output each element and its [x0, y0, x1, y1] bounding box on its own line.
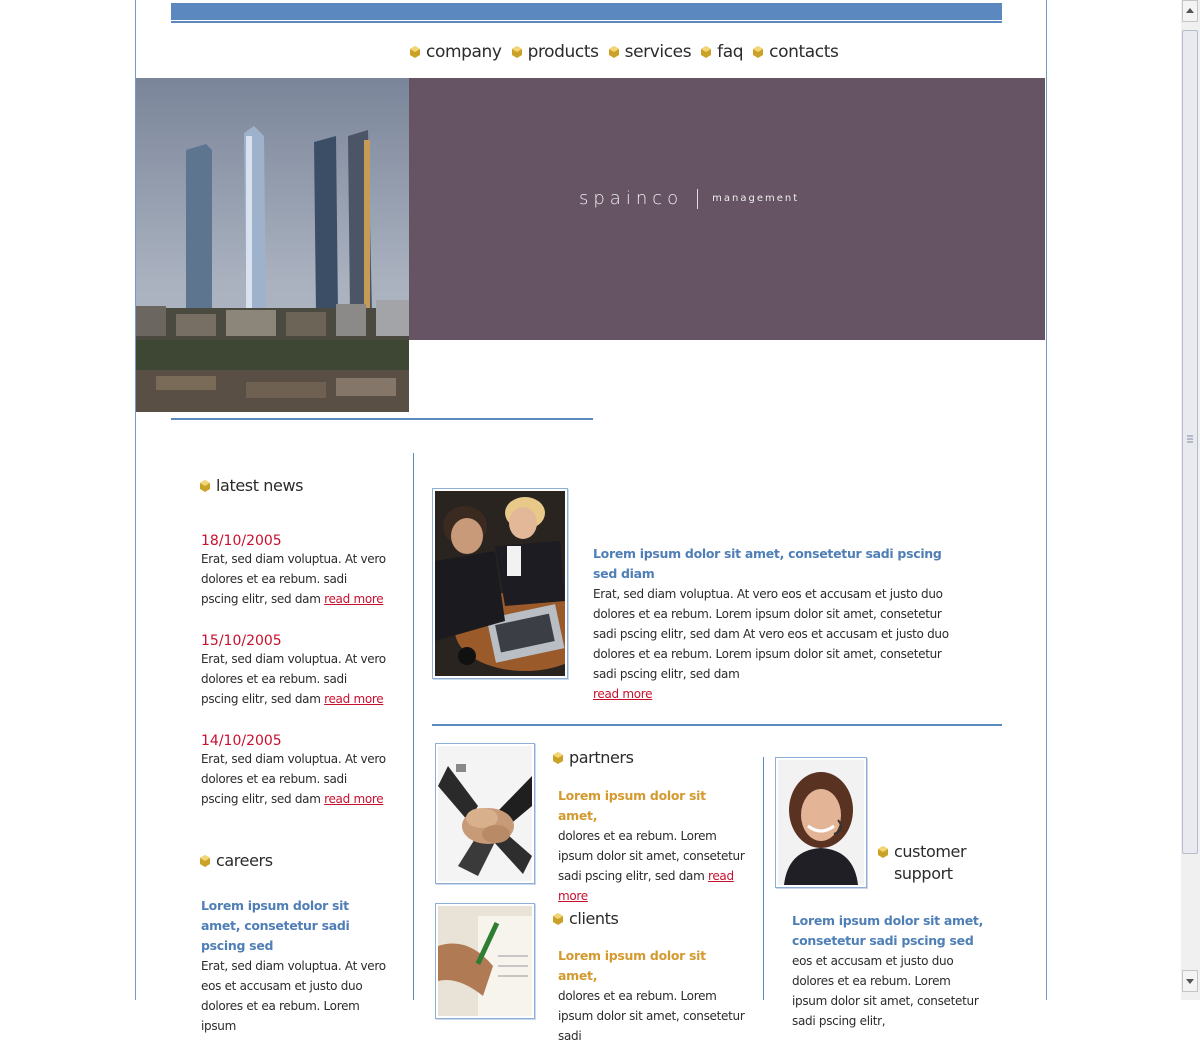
heading-label: support — [894, 864, 953, 883]
brand-tagline: management — [712, 193, 800, 204]
vertical-scrollbar[interactable] — [1181, 0, 1200, 1000]
nav-label: contacts — [769, 42, 839, 62]
heading-label: customer — [894, 842, 967, 861]
support-photo — [775, 757, 867, 888]
news-text: Erat, sed diam voluptua. At vero dolores et ea rebum. sadi pscing elitr, sed dam — [201, 552, 386, 606]
heading-label: careers — [216, 851, 273, 870]
nav-label: faq — [717, 42, 744, 62]
header-rule — [171, 21, 1002, 23]
scroll-up-button[interactable] — [1182, 0, 1198, 22]
news-date: 15/10/2005 — [201, 633, 282, 649]
support-text: eos et accusam et justo duo dolores et ea rebum. Lorem ipsum dolor sit amet, consetetur sadi pscing elitr, — [792, 954, 979, 1028]
clients-title: Lorem ipsum dolor sit amet, — [558, 948, 706, 983]
support-agent-image — [778, 760, 864, 885]
brand-name: spainco — [579, 188, 684, 209]
bullet-icon — [553, 913, 563, 925]
scroll-down-button[interactable] — [1182, 970, 1198, 992]
nav-label: services — [624, 42, 692, 62]
clients-photo — [435, 903, 535, 1019]
brand-divider — [697, 189, 698, 209]
bullet-icon — [200, 855, 210, 867]
support-block — [792, 911, 987, 1031]
hands-image — [438, 746, 532, 881]
bullet-icon — [609, 46, 619, 58]
news-item — [201, 733, 386, 809]
heading-label: partners — [569, 748, 634, 767]
nav-label: products — [527, 42, 599, 62]
clients-text: dolores et ea rebum. Lorem ipsum dolor sit amet, consetetur sadi — [558, 989, 745, 1043]
city-skyline-photo — [136, 78, 409, 412]
bullet-icon — [200, 480, 210, 492]
main-nav — [410, 38, 838, 66]
nav-item-products[interactable] — [512, 42, 599, 62]
content-divider — [432, 724, 1002, 726]
partners-block — [558, 786, 748, 906]
meeting-photo — [432, 488, 568, 679]
news-item — [201, 633, 386, 709]
clients-heading — [553, 909, 618, 928]
read-more-link[interactable]: read more — [324, 592, 384, 606]
bullet-icon — [878, 846, 888, 858]
nav-item-contacts[interactable] — [753, 42, 838, 62]
heading-label: latest news — [216, 476, 304, 495]
read-more-link[interactable]: read more — [324, 692, 384, 706]
bullet-icon — [410, 46, 420, 58]
header-bar — [171, 3, 1002, 20]
read-more-link[interactable]: read more — [558, 869, 734, 903]
nav-item-services[interactable] — [609, 42, 692, 62]
bullet-icon — [553, 752, 563, 764]
partners-title: Lorem ipsum dolor sit amet, — [558, 788, 706, 823]
scrollbar-thumb[interactable] — [1182, 30, 1198, 854]
feature-article — [593, 544, 963, 704]
support-heading — [878, 842, 966, 883]
careers-heading — [200, 851, 273, 870]
arrow-up-icon — [1183, 1, 1197, 21]
column-divider — [413, 453, 414, 1000]
brand-logo — [579, 188, 799, 209]
brand-banner — [409, 78, 1045, 340]
arrow-down-icon — [1183, 971, 1197, 991]
partners-photo — [435, 743, 535, 884]
grip-icon — [1183, 31, 1197, 851]
careers-block — [201, 896, 386, 1036]
meeting-image — [435, 491, 565, 676]
nav-item-company[interactable] — [410, 42, 502, 62]
news-date: 14/10/2005 — [201, 733, 282, 749]
news-item — [201, 533, 386, 609]
careers-text: Erat, sed diam voluptua. At vero eos et accusam et justo duo dolores et ea rebum. Lorem ipsum — [201, 959, 386, 1033]
news-heading — [200, 476, 303, 495]
read-more-link[interactable]: read more — [324, 792, 384, 806]
news-date: 18/10/2005 — [201, 533, 282, 549]
careers-title: Lorem ipsum dolor sit amet, consetetur sadi pscing sed — [201, 898, 350, 953]
bullet-icon — [701, 46, 711, 58]
heading-label: clients — [569, 909, 619, 928]
clients-block — [558, 946, 748, 1046]
nav-label: company — [426, 42, 502, 62]
read-more-link[interactable]: read more — [593, 687, 653, 701]
bullet-icon — [512, 46, 522, 58]
nav-item-faq[interactable] — [701, 42, 743, 62]
section-divider — [171, 418, 593, 420]
support-title: Lorem ipsum dolor sit amet, consetetur sadi pscing sed — [792, 913, 984, 948]
bullet-icon — [753, 46, 763, 58]
news-text: Erat, sed diam voluptua. At vero dolores et ea rebum. sadi pscing elitr, sed dam — [201, 752, 386, 806]
news-text: Erat, sed diam voluptua. At vero dolores et ea rebum. sadi pscing elitr, sed dam — [201, 652, 386, 706]
skyline-image — [136, 78, 409, 412]
partners-text: dolores et ea rebum. Lorem ipsum dolor sit amet, consetetur sadi pscing elitr, sed dam — [558, 829, 745, 883]
feature-title: Lorem ipsum dolor sit amet, consetetur sadi pscing sed diam — [593, 546, 942, 581]
feature-text: Erat, sed diam voluptua. At vero eos et accusam et justo duo dolores et ea rebum. Lorem ipsum dolor sit amet, consetetur sadi pscing elitr, sed dam At vero eos et accusam et justo duo dolores et ea rebum. Lorem ipsum dolor sit amet, consetetur sadi pscing elitr, sed dam — [593, 587, 949, 681]
partners-heading — [553, 748, 634, 767]
support-divider — [763, 757, 764, 1000]
